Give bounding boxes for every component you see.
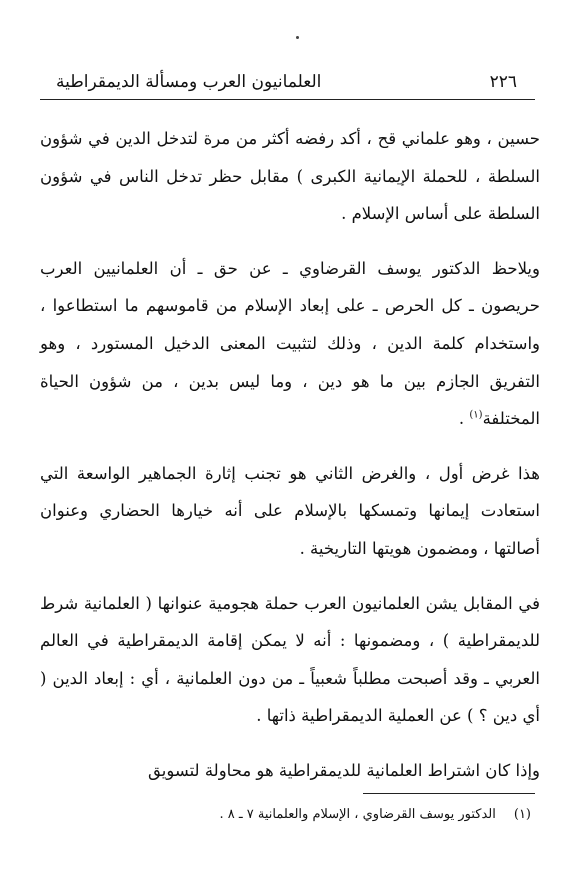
paragraph-4 [40, 585, 540, 735]
paragraph-3-text: هذا غرض أول ، والغرض الثاني هو تجنب إثارة الجماهير الواسعة التي استعادت إيمانها وتمسكها بالإسلام على أنه خيارها الحضاري وعنوان أصالتها ، ومضمون هويتها التاريخية . [40, 463, 540, 558]
footnote-number: (١) [513, 807, 531, 822]
paragraph-1 [40, 120, 540, 233]
page-number: ٢٢٦ [489, 72, 517, 92]
paragraph-3 [40, 455, 540, 568]
paragraph-5 [40, 752, 540, 790]
running-title: العلمانيون العرب ومسألة الديمقراطية [56, 72, 322, 92]
paragraph-2-tail: . [458, 409, 470, 429]
header-rule [40, 99, 535, 100]
footnote-text: الدكتور يوسف القرضاوي ، الإسلام والعلمانية ٧ ـ ٨ . [219, 807, 496, 822]
footnote-reference[interactable]: (١) [469, 409, 483, 421]
top-dot [296, 36, 299, 39]
paragraph-4-text: في المقابل يشن العلمانيون العرب حملة هجومية عنوانها ( العلمانية شرط للديمقراطية ) ، ومضمونها : أنه لا يمكن إقامة الديمقراطية في العالم العربي ـ وقد أصبحت مطلباً شعبياً ـ من دون العلمانية ، أي : إبعاد الدين ( أي دين ؟ ) عن العملية الديمقراطية ذاتها . [40, 593, 540, 726]
footnote-rule [363, 793, 535, 794]
footnote [41, 807, 531, 822]
paragraph-5-text: وإذا كان اشتراط العلمانية للديمقراطية هو محاولة لتسويق [147, 760, 540, 780]
paragraph-2-text: ويلاحظ الدكتور يوسف القرضاوي ـ عن حق ـ أن العلمانيين العرب حريصون ـ كل الحرص ـ على إبعاد الإسلام من قاموسهم ما استطاعوا ، واستخدام كلمة الدين ، وذلك لتثبيت المعنى الدخيل المستورد ، وهو التفريق الجازم بين ما هو دين ، وما ليس بدين ، من شؤون الحياة المختلفة [40, 258, 540, 429]
paragraph-1-text: حسين ، وهو علماني قح ، أكد رفضه أكثر من مرة لتدخل الدين في شؤون السلطة ، للحملة الإيمانية الكبرى ) مقابل حظر تدخل الناس في شؤون السلطة على أساس الإسلام . [40, 129, 540, 224]
paragraph-2 [40, 250, 540, 438]
body-text [40, 120, 540, 807]
